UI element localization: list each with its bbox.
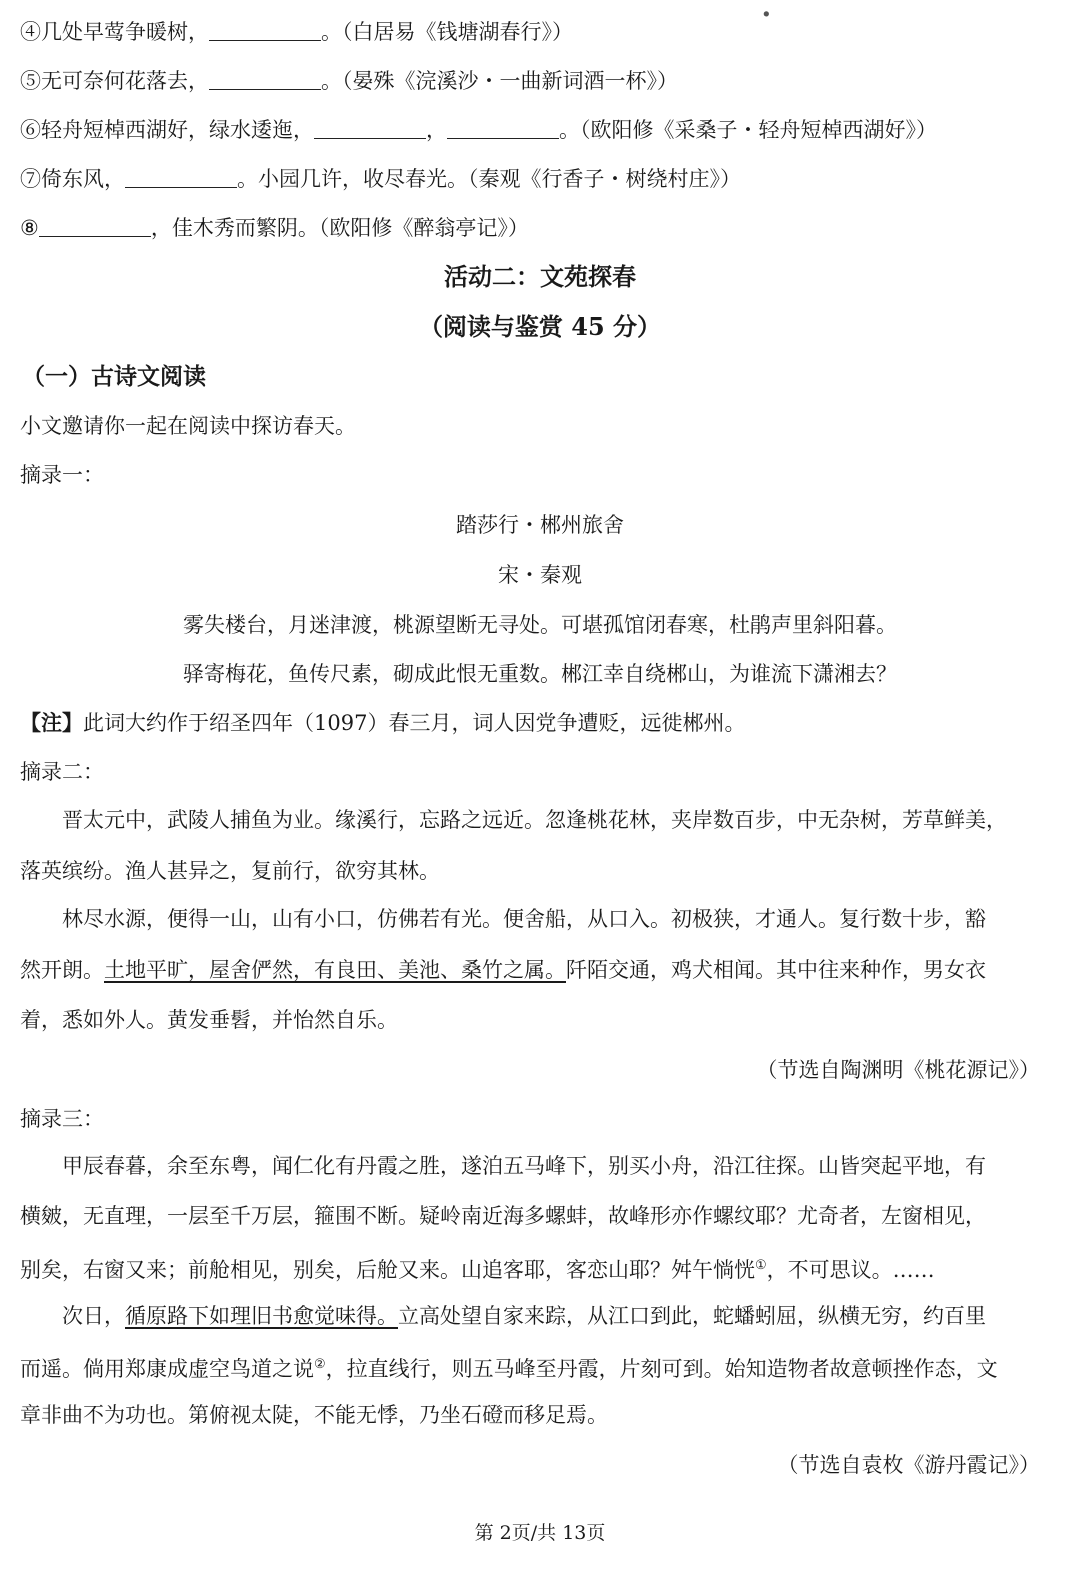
- fill-line-8: [20, 213, 1050, 243]
- excerpt3-p1-line1: 甲辰春暮，余至东粤，闻仁化有丹霞之胜，遂泊五马峰下，别买小舟，沿江往探。山皆突起平地，有: [62, 1154, 986, 1178]
- fill-8-prefix: ⑧: [20, 216, 39, 240]
- fill-8-suffix: ，佳木秀而繁阴。（欧阳修《醉翁亭记》）: [150, 216, 529, 240]
- p1c-suffix: ，不可思议。……: [766, 1258, 935, 1282]
- fill-6-suffix: 。（欧阳修《采桑子・轻舟短棹西湖好》）: [559, 118, 937, 142]
- excerpt3-p2-line1: [20, 1301, 1050, 1331]
- p2b-suffix: 阡陌交通，鸡犬相闻。其中往来种作，男女衣: [566, 958, 986, 982]
- p1c-prefix: 别矣，右窗又来；前舱相见，别矣，后舱又来。山追客耶，客恋山耶？舛午惝恍: [20, 1258, 755, 1282]
- excerpt3-p1-line2: 横皴，无直理，一层至千万层，箍围不断。疑岭南近海多螺蚌，故峰形亦作螺纹耶？尤奇者，左窗相见，: [20, 1204, 986, 1228]
- note-tag: 【注】: [20, 710, 83, 735]
- fill-6-blank-b[interactable]: [447, 118, 559, 139]
- fill-5-blank[interactable]: [209, 69, 321, 90]
- page-footer: 第 2页/共 13页: [474, 1522, 606, 1544]
- excerpt2-label: 摘录二：: [20, 760, 104, 784]
- fill-8-blank[interactable]: [39, 216, 151, 237]
- p2a-prefix: 次日，: [62, 1304, 125, 1328]
- excerpt3-p2-line2: [20, 1350, 1050, 1384]
- fill-line-4: [20, 17, 1050, 47]
- excerpt3-p2-line3: 章非曲不为功也。第俯视太陡，不能无悸，乃坐石磴而移足焉。: [20, 1403, 608, 1427]
- footnote-ref-1: ①: [755, 1258, 767, 1273]
- poem-note: [20, 708, 1050, 738]
- poem-title: 踏莎行・郴州旅舍: [456, 513, 624, 537]
- fill-line-5: [20, 66, 1050, 96]
- fill-6-mid: ，: [426, 118, 447, 142]
- fill-7-suffix: 。小园几许，收尽春光。（秦观《行香子・树绕村庄》）: [237, 167, 741, 191]
- excerpt3-label: 摘录三：: [20, 1107, 104, 1131]
- part-heading: （一）古诗文阅读: [22, 363, 206, 390]
- poem-line-1: 雾失楼台，月迷津渡，桃源望断无寻处。可堪孤馆闭春寒，杜鹃声里斜阳暮。: [183, 613, 897, 637]
- section-title: 活动二：文苑探春: [444, 262, 636, 291]
- fill-4-suffix: 。（白居易《钱塘湖春行》）: [321, 20, 573, 44]
- excerpt3-source: （节选自袁枚《游丹霞记》）: [777, 1453, 1040, 1477]
- poem-line-2: 驿寄梅花，鱼传尺素，砌成此恨无重数。郴江幸自绕郴山，为谁流下潇湘去？: [183, 662, 897, 686]
- intro-text: 小文邀请你一起在阅读中探访春天。: [20, 414, 356, 438]
- fill-5-suffix: 。（晏殊《浣溪沙・一曲新词酒一杯》）: [321, 69, 678, 93]
- section-subtitle: （阅读与鉴赏 45 分）: [418, 312, 662, 341]
- excerpt2-p2-line3: 着，悉如外人。黄发垂髫，并怡然自乐。: [20, 1008, 398, 1032]
- fill-7-prefix: ⑦倚东风，: [20, 167, 125, 191]
- fill-4-blank[interactable]: [209, 20, 321, 41]
- p2b3-suffix: ，拉直线行，则五马峰至丹霞，片刻可到。始知造物者故意顿挫作态，文: [325, 1357, 998, 1381]
- fill-4-prefix: ④几处早莺争暖树，: [20, 20, 209, 44]
- fill-6-prefix: ⑥轻舟短棹西湖好，绿水逶迤，: [20, 118, 314, 142]
- excerpt2-p1-line1: 晋太元中，武陵人捕鱼为业。缘溪行，忘路之远近。忽逢桃花林，夹岸数百步，中无杂树，芳草鲜美，: [62, 808, 1007, 832]
- note-text: 此词大约作于绍圣四年（1097）春三月，词人因党争遭贬，远徙郴州。: [83, 711, 746, 735]
- p2b3-prefix: 而遥。倘用郑康成虚空鸟道之说: [20, 1357, 314, 1381]
- underlined-sentence: 土地平旷，屋舍俨然，有良田、美池、桑竹之属。: [104, 958, 566, 982]
- footnote-ref-2: ②: [314, 1357, 326, 1372]
- excerpt2-p2-line1: 林尽水源，便得一山，山有小口，仿佛若有光。便舍船，从口入。初极狭，才通人。复行数十步，豁: [62, 907, 986, 931]
- excerpt2-p2-line2: [20, 955, 1050, 985]
- poem-author: 宋・秦观: [498, 563, 582, 587]
- fill-7-blank[interactable]: [125, 167, 237, 188]
- p2a-suffix: 立高处望自家来踪，从江口到此，蛇蟠蚓屈，纵横无穷，约百里: [398, 1304, 986, 1328]
- excerpt3-p1-line3: [20, 1251, 1050, 1285]
- excerpt1-label: 摘录一：: [20, 463, 104, 487]
- fill-5-prefix: ⑤无可奈何花落去，: [20, 69, 209, 93]
- fill-line-6: [20, 115, 1050, 145]
- excerpt2-source: （节选自陶渊明《桃花源记》）: [756, 1058, 1040, 1082]
- underlined-sentence-2: 循原路下如理旧书愈觉味得。: [125, 1304, 398, 1328]
- excerpt2-p1-line2: 落英缤纷。渔人甚异之，复前行，欲穷其林。: [20, 859, 440, 883]
- fill-line-7: [20, 164, 1050, 194]
- p2b-prefix: 然开朗。: [20, 958, 104, 982]
- fill-6-blank-a[interactable]: [314, 118, 426, 139]
- stray-dot: ·: [760, 0, 773, 38]
